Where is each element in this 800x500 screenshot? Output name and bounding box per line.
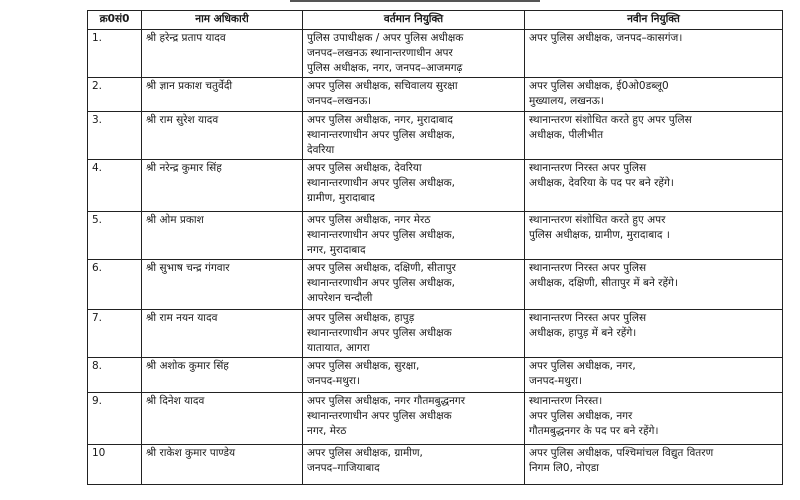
table-row [88, 160, 783, 212]
new-posting-cell: स्थानान्तरण निरस्त अपर पुलिस अधीक्षक, हापुड़ में बने रहेंगे। [525, 310, 783, 358]
new-posting-cell: स्थानान्तरण निरस्त। अपर पुलिस अधीक्षक, नगर गौतमबुद्धनगर के पद पर बने रहेंगे। [525, 393, 783, 445]
table-row [88, 112, 783, 160]
header-name: नाम अधिकारी [142, 11, 303, 30]
new-posting-cell: अपर पुलिस अधीक्षक, ई0ओ0डब्लू0 मुख्यालय, लखनऊ। [525, 78, 783, 112]
table-row [88, 30, 783, 78]
officer-name-cell: श्री राम सुरेश यादव [142, 112, 303, 160]
current-posting-cell: अपर पुलिस अधीक्षक, नगर, मुरादाबाद स्थानान्तरणाधीन अपर पुलिस अधीक्षक, देवरिया [303, 112, 525, 160]
officer-name-cell: श्री हरेन्द्र प्रताप यादव [142, 30, 303, 78]
new-posting-cell: अपर पुलिस अधीक्षक, जनपद–कासगंज। [525, 30, 783, 78]
serial-cell: 10 [88, 445, 142, 485]
current-posting-cell: अपर पुलिस अधीक्षक, नगर मेरठ स्थानान्तरणाधीन अपर पुलिस अधीक्षक, नगर, मुरादाबाद [303, 212, 525, 260]
serial-cell: 4. [88, 160, 142, 212]
serial-cell: 3. [88, 112, 142, 160]
serial-cell: 6. [88, 260, 142, 310]
header-serial: क्र0सं0 [88, 11, 142, 30]
current-posting-cell: पुलिस उपाधीक्षक / अपर पुलिस अधीक्षक जनपद–लखनऊ स्थानान्तरणाधीन अपर पुलिस अधीक्षक, नगर, जनपद–आजमगढ़ [303, 30, 525, 78]
transfer-table [87, 10, 783, 485]
serial-cell: 5. [88, 212, 142, 260]
current-posting-cell: अपर पुलिस अधीक्षक, नगर गौतमबुद्धनगर स्थानान्तरणाधीन अपर पुलिस अधीक्षक नगर, मेरठ [303, 393, 525, 445]
new-posting-cell: स्थानान्तरण निरस्त अपर पुलिस अधीक्षक, देवरिया के पद पर बने रहेंगे। [525, 160, 783, 212]
serial-cell: 7. [88, 310, 142, 358]
officer-name-cell: श्री अशोक कुमार सिंह [142, 358, 303, 393]
current-posting-cell: अपर पुलिस अधीक्षक, ग्रामीण, जनपद–गाजियाबाद [303, 445, 525, 485]
table-row [88, 393, 783, 445]
officer-name-cell: श्री नरेन्द्र कुमार सिंह [142, 160, 303, 212]
new-posting-cell: अपर पुलिस अधीक्षक, नगर, जनपद-मथुरा। [525, 358, 783, 393]
officer-name-cell: श्री राम नयन यादव [142, 310, 303, 358]
table-row [88, 445, 783, 485]
new-posting-cell: अपर पुलिस अधीक्षक, पश्चिमांचल विद्युत वितरण निगम लि0, नोएडा [525, 445, 783, 485]
officer-name-cell: श्री राकेश कुमार पाण्डेय [142, 445, 303, 485]
officer-name-cell: श्री दिनेश यादव [142, 393, 303, 445]
current-posting-cell: अपर पुलिस अधीक्षक, हापुड़ स्थानान्तरणाधीन अपर पुलिस अधीक्षक यातायात, आगरा [303, 310, 525, 358]
table-row [88, 78, 783, 112]
new-posting-cell: स्थानान्तरण संशोधित करते हुए अपर पुलिस अधीक्षक, ग्रामीण, मुरादाबाद । [525, 212, 783, 260]
table-header-row [88, 11, 783, 30]
officer-name-cell: श्री ओम प्रकाश [142, 212, 303, 260]
header-rule [290, 0, 540, 2]
current-posting-cell: अपर पुलिस अधीक्षक, दक्षिणी, सीतापुर स्थानान्तरणाधीन अपर पुलिस अधीक्षक, आपरेशन चन्दौली [303, 260, 525, 310]
new-posting-cell: स्थानान्तरण संशोधित करते हुए अपर पुलिस अधीक्षक, पीलीभीत [525, 112, 783, 160]
serial-cell: 8. [88, 358, 142, 393]
serial-cell: 1. [88, 30, 142, 78]
table-row [88, 358, 783, 393]
header-current-posting: वर्तमान नियुक्ति [303, 11, 525, 30]
officer-name-cell: श्री सुभाष चन्द्र गंगवार [142, 260, 303, 310]
table-row [88, 310, 783, 358]
header-new-posting: नवीन नियुक्ति [525, 11, 783, 30]
serial-cell: 2. [88, 78, 142, 112]
current-posting-cell: अपर पुलिस अधीक्षक, सुरक्षा, जनपद-मथुरा। [303, 358, 525, 393]
table-row [88, 260, 783, 310]
table-row [88, 212, 783, 260]
officer-name-cell: श्री ज्ञान प्रकाश चतुर्वेदी [142, 78, 303, 112]
current-posting-cell: अपर पुलिस अधीक्षक, सचिवालय सुरक्षा जनपद–लखनऊ। [303, 78, 525, 112]
serial-cell: 9. [88, 393, 142, 445]
current-posting-cell: अपर पुलिस अधीक्षक, देवरिया स्थानान्तरणाधीन अपर पुलिस अधीक्षक, ग्रामीण, मुरादाबाद [303, 160, 525, 212]
new-posting-cell: स्थानान्तरण निरस्त अपर पुलिस अधीक्षक, दक्षिणी, सीतापुर में बने रहेंगे। [525, 260, 783, 310]
